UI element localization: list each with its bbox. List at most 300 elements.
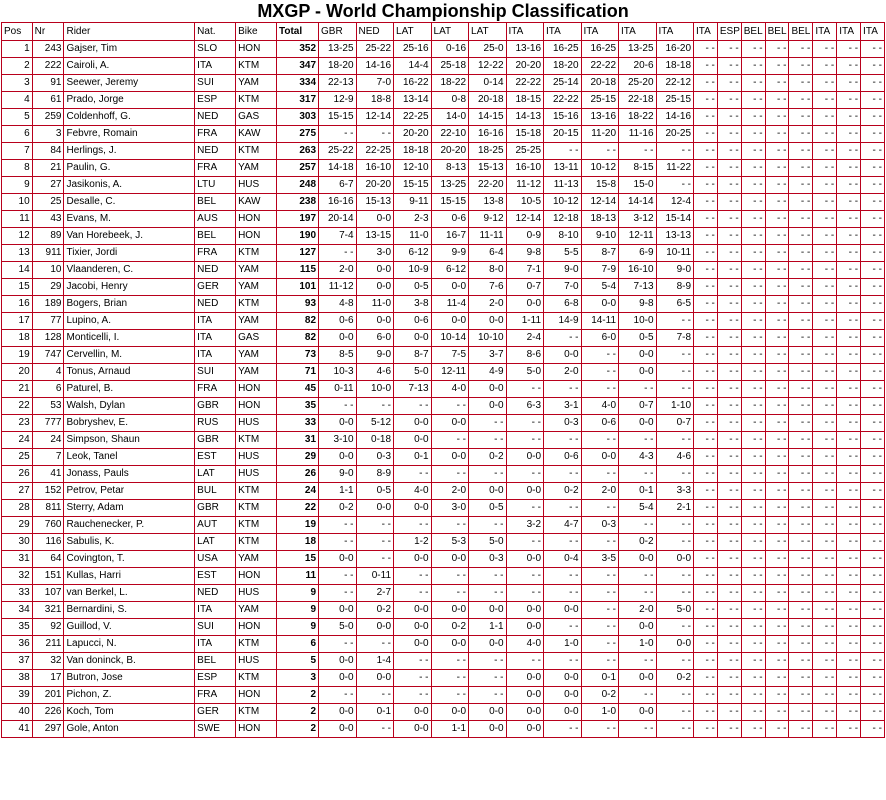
table-row [2, 466, 885, 483]
table-row [2, 143, 885, 160]
result-cell: - - [544, 466, 582, 483]
result-cell: 0-7 [619, 398, 657, 415]
result-cell: - - [694, 670, 718, 687]
total-cell: 5 [276, 653, 318, 670]
result-cell: 3-7 [469, 347, 507, 364]
result-cell: - - [694, 585, 718, 602]
result-cell: 0-0 [469, 721, 507, 738]
position-cell: 32 [2, 568, 33, 585]
result-cell: - - [431, 568, 469, 585]
result-cell: - - [789, 262, 813, 279]
result-cell: 22-20 [469, 177, 507, 194]
result-cell: - - [837, 75, 861, 92]
result-cell: - - [656, 568, 694, 585]
bike-cell: YAM [236, 279, 277, 296]
nation-cell: AUT [195, 517, 236, 534]
result-cell: 6-12 [431, 262, 469, 279]
table-row [2, 126, 885, 143]
result-cell: - - [861, 143, 885, 160]
result-cell: - - [765, 653, 789, 670]
result-cell: - - [765, 41, 789, 58]
position-cell: 9 [2, 177, 33, 194]
result-cell: - - [694, 653, 718, 670]
result-cell: - - [656, 347, 694, 364]
rider-cell: Guillod, V. [64, 619, 195, 636]
column-header: Rider [64, 23, 195, 41]
bike-cell: YAM [236, 262, 277, 279]
result-cell: 8-9 [356, 466, 394, 483]
result-cell: 6-3 [506, 398, 544, 415]
result-cell: - - [813, 704, 837, 721]
number-cell: 89 [32, 228, 64, 245]
table-row [2, 602, 885, 619]
result-cell: - - [741, 653, 765, 670]
result-cell: 0-2 [356, 602, 394, 619]
number-cell: 27 [32, 177, 64, 194]
column-header: ITA [581, 23, 619, 41]
result-cell: - - [813, 75, 837, 92]
result-cell: 0-0 [394, 619, 432, 636]
result-cell: - - [694, 143, 718, 160]
total-cell: 127 [276, 245, 318, 262]
total-cell: 29 [276, 449, 318, 466]
result-cell: - - [741, 126, 765, 143]
result-cell: - - [544, 585, 582, 602]
bike-cell: HON [236, 721, 277, 738]
result-cell: - - [581, 500, 619, 517]
result-cell: - - [694, 381, 718, 398]
page-title: MXGP - World Championship Classification [257, 1, 629, 21]
result-cell: 5-0 [469, 534, 507, 551]
result-cell: 7-13 [619, 279, 657, 296]
result-cell: 0-0 [394, 500, 432, 517]
table-row [2, 517, 885, 534]
result-cell: 18-20 [544, 58, 582, 75]
table-row [2, 92, 885, 109]
result-cell: 0-0 [656, 551, 694, 568]
result-cell: 11-12 [319, 279, 357, 296]
result-cell: 0-3 [469, 551, 507, 568]
rider-cell: Tonus, Arnaud [64, 364, 195, 381]
table-row [2, 177, 885, 194]
result-cell: - - [717, 517, 741, 534]
nation-cell: NED [195, 296, 236, 313]
result-cell: 10-12 [581, 160, 619, 177]
nation-cell: FRA [195, 126, 236, 143]
result-cell: 16-22 [394, 75, 432, 92]
result-cell: 8-9 [656, 279, 694, 296]
result-cell: - - [837, 228, 861, 245]
result-cell: - - [861, 262, 885, 279]
result-cell: - - [813, 58, 837, 75]
bike-cell: HUS [236, 653, 277, 670]
number-cell: 747 [32, 347, 64, 364]
result-cell: 0-6 [431, 211, 469, 228]
bike-cell: GAS [236, 330, 277, 347]
total-cell: 190 [276, 228, 318, 245]
result-cell: 0-0 [319, 330, 357, 347]
result-cell: 0-2 [619, 534, 657, 551]
number-cell: 21 [32, 160, 64, 177]
result-cell: 16-10 [356, 160, 394, 177]
result-cell: - - [741, 41, 765, 58]
rider-cell: Gole, Anton [64, 721, 195, 738]
result-cell: - - [765, 58, 789, 75]
result-cell: - - [741, 704, 765, 721]
result-cell: 5-0 [394, 364, 432, 381]
rider-cell: Bogers, Brian [64, 296, 195, 313]
result-cell: 14-15 [469, 109, 507, 126]
result-cell: - - [394, 687, 432, 704]
rider-cell: Evans, M. [64, 211, 195, 228]
result-cell: 25-18 [431, 58, 469, 75]
result-cell: - - [765, 296, 789, 313]
result-cell: 11-16 [619, 126, 657, 143]
result-cell: - - [789, 500, 813, 517]
result-cell: - - [861, 296, 885, 313]
position-cell: 15 [2, 279, 33, 296]
result-cell: - - [741, 415, 765, 432]
table-row [2, 585, 885, 602]
result-cell: - - [741, 534, 765, 551]
rider-cell: Monticelli, I. [64, 330, 195, 347]
result-cell: - - [789, 228, 813, 245]
result-cell: 12-11 [619, 228, 657, 245]
result-cell: 14-14 [619, 194, 657, 211]
result-cell: 12-10 [394, 160, 432, 177]
result-cell: - - [837, 517, 861, 534]
total-cell: 9 [276, 585, 318, 602]
total-cell: 26 [276, 466, 318, 483]
result-cell: - - [741, 466, 765, 483]
result-cell: - - [789, 636, 813, 653]
bike-cell: YAM [236, 160, 277, 177]
position-cell: 20 [2, 364, 33, 381]
result-cell: 6-5 [656, 296, 694, 313]
result-cell: - - [813, 449, 837, 466]
result-cell: 1-0 [544, 636, 582, 653]
result-cell: 20-14 [319, 211, 357, 228]
result-cell: - - [717, 177, 741, 194]
number-cell: 811 [32, 500, 64, 517]
table-row [2, 398, 885, 415]
result-cell: - - [861, 177, 885, 194]
rider-cell: Jonass, Pauls [64, 466, 195, 483]
result-cell: 25-22 [319, 143, 357, 160]
result-cell: 6-0 [356, 330, 394, 347]
result-cell: - - [717, 143, 741, 160]
result-cell: - - [861, 704, 885, 721]
result-cell: - - [813, 670, 837, 687]
result-cell: - - [765, 721, 789, 738]
position-cell: 5 [2, 109, 33, 126]
position-cell: 30 [2, 534, 33, 551]
result-cell: - - [656, 687, 694, 704]
total-cell: 31 [276, 432, 318, 449]
rider-cell: Seewer, Jeremy [64, 75, 195, 92]
bike-cell: YAM [236, 75, 277, 92]
result-cell: - - [741, 483, 765, 500]
result-cell: - - [765, 687, 789, 704]
rider-cell: Rauchenecker, P. [64, 517, 195, 534]
result-cell: - - [765, 330, 789, 347]
result-cell: 7-8 [656, 330, 694, 347]
result-cell: - - [837, 432, 861, 449]
rider-cell: Jasikonis, A. [64, 177, 195, 194]
result-cell: - - [789, 398, 813, 415]
result-cell: 0-0 [394, 602, 432, 619]
result-cell: 4-9 [469, 364, 507, 381]
result-cell: - - [837, 449, 861, 466]
result-cell: - - [837, 653, 861, 670]
result-cell: - - [765, 619, 789, 636]
bike-cell: HON [236, 41, 277, 58]
result-cell: - - [581, 602, 619, 619]
number-cell: 41 [32, 466, 64, 483]
result-cell: 3-5 [581, 551, 619, 568]
result-cell: - - [813, 347, 837, 364]
result-cell: 4-6 [656, 449, 694, 466]
nation-cell: LAT [195, 466, 236, 483]
rider-cell: Tixier, Jordi [64, 245, 195, 262]
rider-cell: Van Horebeek, J. [64, 228, 195, 245]
result-cell: - - [789, 279, 813, 296]
result-cell: - - [789, 364, 813, 381]
result-cell: 3-10 [319, 432, 357, 449]
result-cell: - - [789, 415, 813, 432]
result-cell: 3-0 [431, 500, 469, 517]
result-cell: 1-0 [619, 636, 657, 653]
result-cell: - - [765, 432, 789, 449]
table-row [2, 670, 885, 687]
bike-cell: KTM [236, 670, 277, 687]
result-cell: 0-1 [394, 449, 432, 466]
nation-cell: FRA [195, 381, 236, 398]
result-cell: 18-22 [431, 75, 469, 92]
result-cell: 0-0 [431, 602, 469, 619]
result-cell: - - [765, 483, 789, 500]
rider-cell: Pichon, Z. [64, 687, 195, 704]
bike-cell: HON [236, 211, 277, 228]
result-cell: 0-0 [544, 670, 582, 687]
total-cell: 33 [276, 415, 318, 432]
result-cell: 7-1 [506, 262, 544, 279]
table-row [2, 262, 885, 279]
result-cell: - - [469, 517, 507, 534]
table-row [2, 500, 885, 517]
result-cell: 2-7 [356, 585, 394, 602]
result-cell: - - [813, 364, 837, 381]
result-cell: - - [694, 330, 718, 347]
result-cell: 20-20 [506, 58, 544, 75]
nation-cell: ITA [195, 58, 236, 75]
result-cell: 11-11 [469, 228, 507, 245]
result-cell: 22-22 [506, 75, 544, 92]
result-cell: - - [431, 585, 469, 602]
bike-cell: YAM [236, 364, 277, 381]
result-cell: 14-13 [506, 109, 544, 126]
position-cell: 37 [2, 653, 33, 670]
result-cell: 15-13 [469, 160, 507, 177]
result-cell: 2-0 [581, 483, 619, 500]
result-cell: 16-7 [431, 228, 469, 245]
result-cell: 16-20 [656, 41, 694, 58]
result-cell: 0-0 [469, 636, 507, 653]
result-cell: 5-3 [431, 534, 469, 551]
bike-cell: KTM [236, 245, 277, 262]
result-cell: 22-13 [319, 75, 357, 92]
result-cell: - - [356, 398, 394, 415]
result-cell: - - [789, 670, 813, 687]
result-cell: - - [765, 279, 789, 296]
result-cell: - - [717, 75, 741, 92]
result-cell: - - [837, 296, 861, 313]
result-cell: - - [694, 194, 718, 211]
result-cell: - - [837, 364, 861, 381]
result-cell: - - [813, 262, 837, 279]
result-cell: 0-0 [469, 704, 507, 721]
result-cell: - - [837, 551, 861, 568]
result-cell: - - [469, 585, 507, 602]
result-cell: - - [861, 364, 885, 381]
result-cell: 6-9 [619, 245, 657, 262]
bike-cell: KTM [236, 534, 277, 551]
position-cell: 10 [2, 194, 33, 211]
result-cell: 0-7 [506, 279, 544, 296]
position-cell: 29 [2, 517, 33, 534]
result-cell: - - [837, 466, 861, 483]
result-cell: - - [741, 279, 765, 296]
result-cell: - - [861, 551, 885, 568]
result-cell: - - [431, 687, 469, 704]
result-cell: - - [813, 211, 837, 228]
table-row [2, 279, 885, 296]
result-cell: - - [394, 398, 432, 415]
bike-cell: KTM [236, 483, 277, 500]
result-cell: 12-22 [469, 58, 507, 75]
rider-cell: Lapucci, N. [64, 636, 195, 653]
result-cell: - - [717, 160, 741, 177]
rider-cell: Cairoli, A. [64, 58, 195, 75]
result-cell: 0-0 [431, 415, 469, 432]
result-cell: - - [813, 92, 837, 109]
result-cell: 14-9 [544, 313, 582, 330]
bike-cell: YAM [236, 551, 277, 568]
result-cell: - - [789, 160, 813, 177]
table-row [2, 636, 885, 653]
number-cell: 7 [32, 449, 64, 466]
result-cell: 4-7 [544, 517, 582, 534]
result-cell: 9-0 [356, 347, 394, 364]
table-row [2, 619, 885, 636]
result-cell: 18-25 [469, 143, 507, 160]
result-cell: 8-13 [431, 160, 469, 177]
result-cell: 0-11 [356, 568, 394, 585]
result-cell: 0-0 [319, 415, 357, 432]
result-cell: - - [717, 670, 741, 687]
result-cell: - - [837, 704, 861, 721]
position-cell: 7 [2, 143, 33, 160]
total-cell: 115 [276, 262, 318, 279]
result-cell: 0-0 [469, 483, 507, 500]
position-cell: 13 [2, 245, 33, 262]
result-cell: 2-3 [394, 211, 432, 228]
result-cell: 8-15 [619, 160, 657, 177]
bike-cell: KAW [236, 194, 277, 211]
result-cell: 0-0 [356, 500, 394, 517]
result-cell: - - [765, 568, 789, 585]
result-cell: - - [813, 636, 837, 653]
result-cell: - - [656, 653, 694, 670]
result-cell: - - [544, 381, 582, 398]
result-cell: 6-7 [319, 177, 357, 194]
result-cell: - - [765, 177, 789, 194]
number-cell: 222 [32, 58, 64, 75]
result-cell: - - [861, 585, 885, 602]
nation-cell: FRA [195, 245, 236, 262]
result-cell: - - [319, 636, 357, 653]
nation-cell: EST [195, 449, 236, 466]
result-cell: - - [544, 653, 582, 670]
result-cell: - - [741, 296, 765, 313]
result-cell: - - [861, 58, 885, 75]
result-cell: - - [581, 653, 619, 670]
result-cell: - - [837, 602, 861, 619]
result-cell: - - [694, 415, 718, 432]
result-cell: 10-0 [356, 381, 394, 398]
result-cell: 0-0 [356, 262, 394, 279]
result-cell: 11-0 [394, 228, 432, 245]
result-cell: - - [694, 602, 718, 619]
result-cell: - - [717, 721, 741, 738]
result-cell: - - [619, 432, 657, 449]
result-cell: - - [319, 687, 357, 704]
result-cell: 7-0 [544, 279, 582, 296]
result-cell: - - [717, 194, 741, 211]
result-cell: 11-13 [544, 177, 582, 194]
rider-cell: Paulin, G. [64, 160, 195, 177]
result-cell: 9-0 [319, 466, 357, 483]
column-header: ITA [619, 23, 657, 41]
result-cell: 0-0 [506, 296, 544, 313]
result-cell: - - [837, 500, 861, 517]
result-cell: - - [861, 228, 885, 245]
result-cell: 0-0 [469, 381, 507, 398]
result-cell: - - [813, 245, 837, 262]
result-cell: - - [319, 398, 357, 415]
result-cell: 20-20 [431, 143, 469, 160]
result-cell: - - [741, 568, 765, 585]
number-cell: 61 [32, 92, 64, 109]
total-cell: 35 [276, 398, 318, 415]
result-cell: - - [813, 602, 837, 619]
bike-cell: HUS [236, 415, 277, 432]
result-cell: - - [717, 551, 741, 568]
result-cell: - - [765, 585, 789, 602]
total-cell: 2 [276, 721, 318, 738]
result-cell: - - [394, 653, 432, 670]
result-cell: - - [694, 449, 718, 466]
result-cell: - - [741, 687, 765, 704]
result-cell: - - [813, 381, 837, 398]
result-cell: 15-15 [394, 177, 432, 194]
result-cell: 25-14 [544, 75, 582, 92]
number-cell: 6 [32, 381, 64, 398]
result-cell: 14-16 [356, 58, 394, 75]
result-cell: - - [837, 415, 861, 432]
result-cell: - - [789, 687, 813, 704]
result-cell: 0-0 [619, 619, 657, 636]
